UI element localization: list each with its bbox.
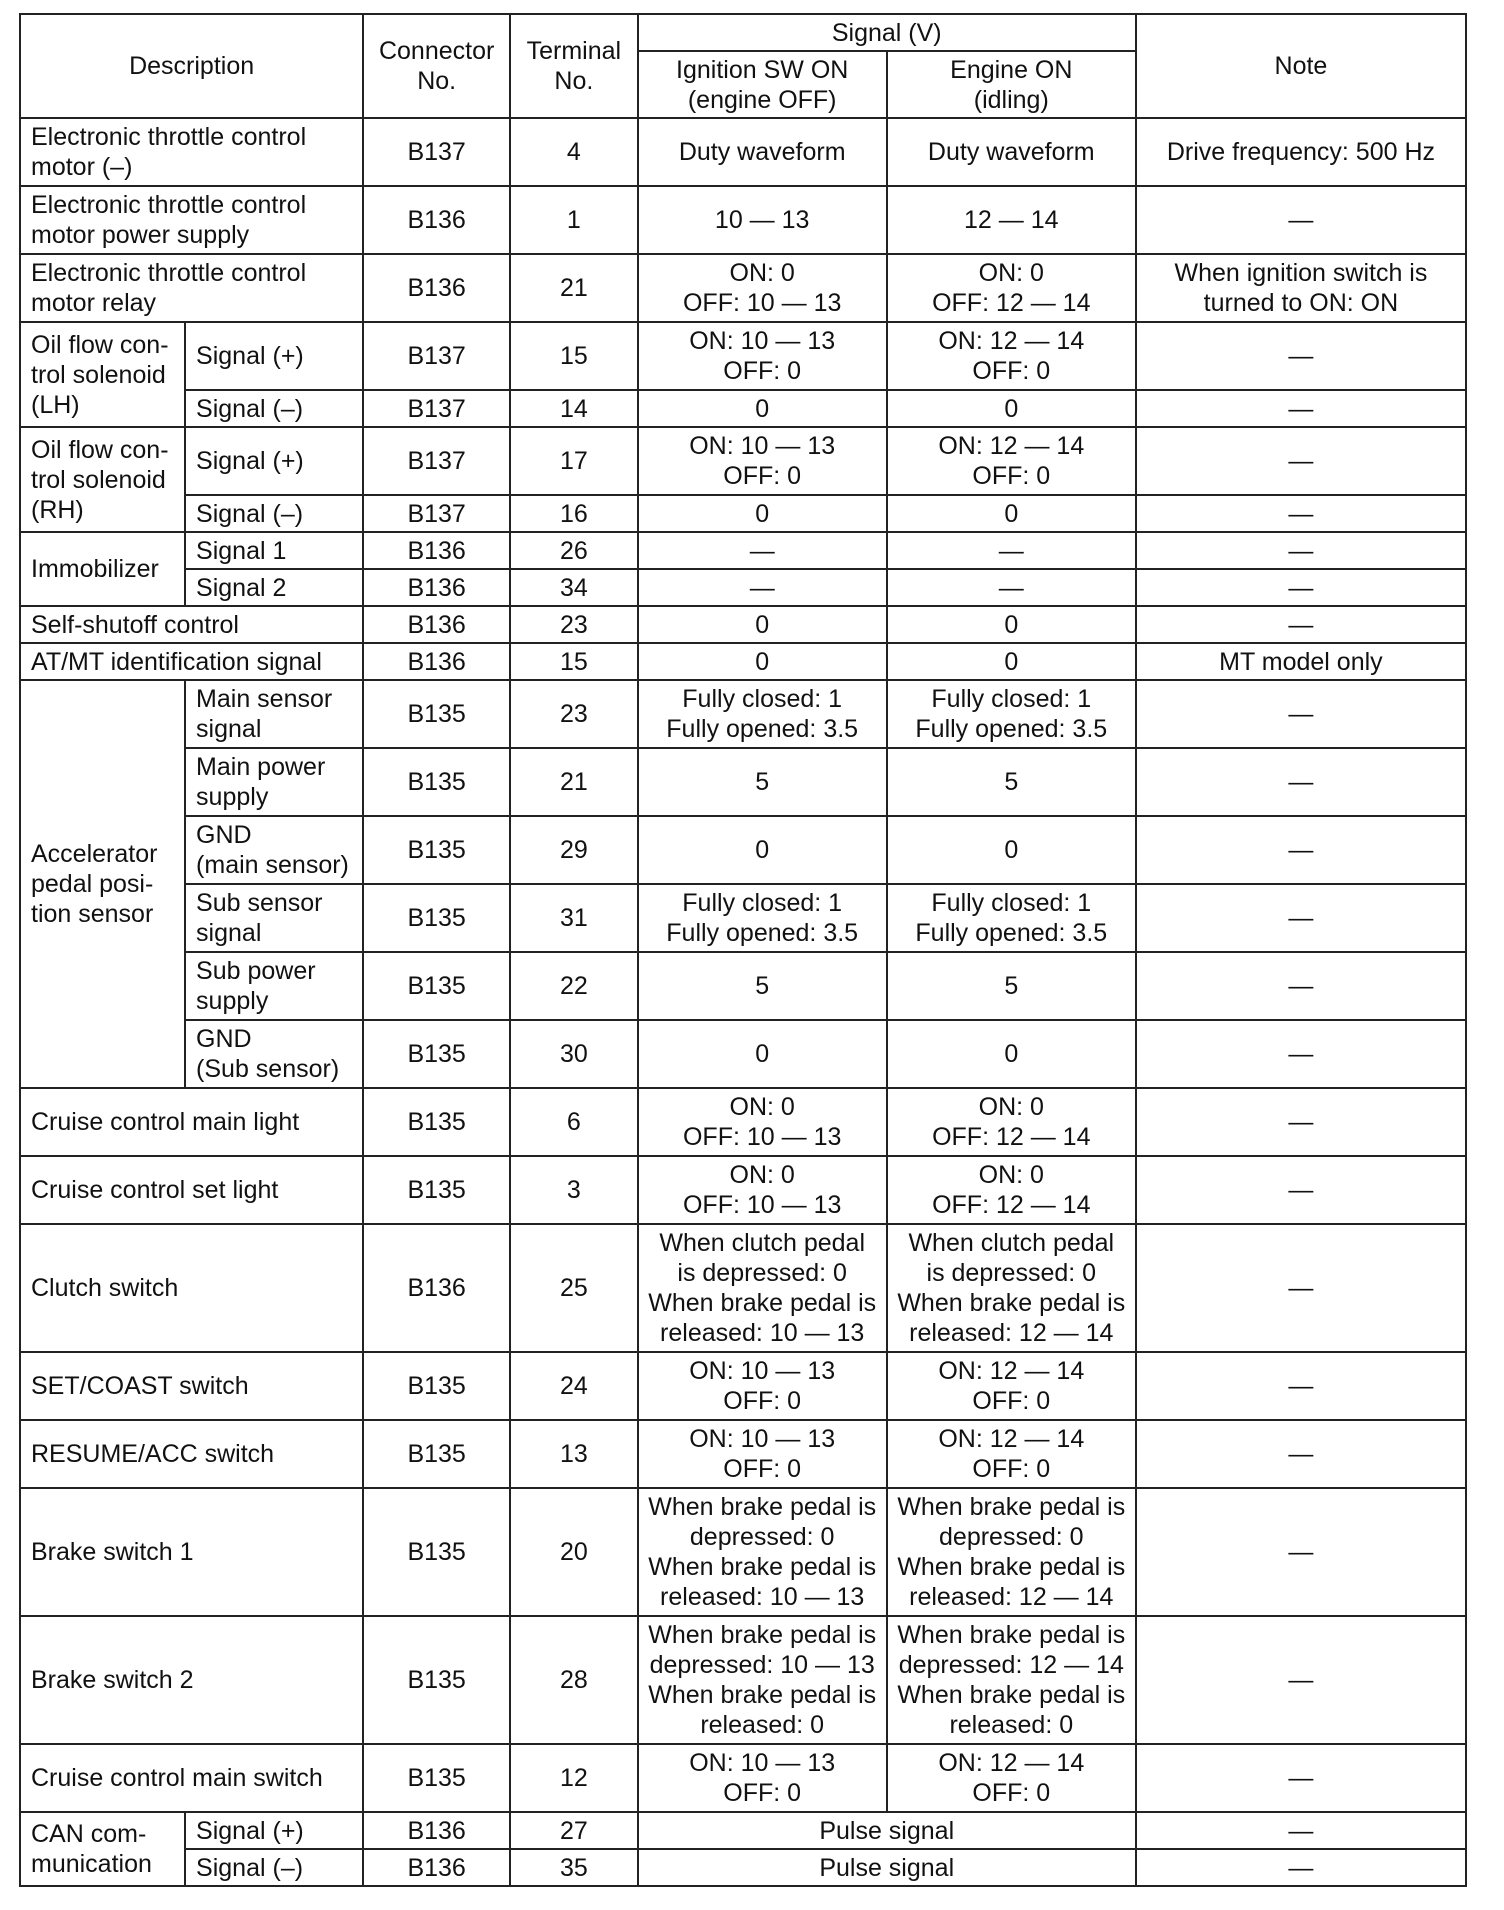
cell-terminal: 15 — [510, 643, 638, 680]
cell-eng: 0 — [887, 643, 1136, 680]
group-can: CAN com- munication — [20, 1812, 185, 1886]
cell-connector: B135 — [363, 952, 510, 1020]
cell-eng: ON: 12 — 14 OFF: 0 — [887, 1744, 1136, 1812]
cell-ign: ON: 10 — 13 OFF: 0 — [638, 1420, 887, 1488]
cell-connector: B136 — [363, 1812, 510, 1849]
table-row — [20, 643, 1466, 680]
cell-terminal: 28 — [510, 1616, 638, 1744]
cell-connector: B135 — [363, 1744, 510, 1812]
cell-description: Self-shutoff control — [20, 606, 363, 643]
cell-note: When ignition switch is turned to ON: ON — [1136, 254, 1466, 322]
table-row — [20, 532, 1466, 569]
table-row — [20, 322, 1466, 390]
cell-ign: 0 — [638, 816, 887, 884]
cell-note: — — [1136, 884, 1466, 952]
cell-terminal: 21 — [510, 254, 638, 322]
cell-connector: B135 — [363, 1616, 510, 1744]
cell-note: MT model only — [1136, 643, 1466, 680]
cell-description: Main sensor signal — [185, 680, 363, 748]
cell-terminal: 12 — [510, 1744, 638, 1812]
cell-eng: ON: 12 — 14 OFF: 0 — [887, 322, 1136, 390]
cell-eng: 0 — [887, 606, 1136, 643]
cell-terminal: 30 — [510, 1020, 638, 1088]
table-row — [20, 569, 1466, 606]
cell-ign: 5 — [638, 952, 887, 1020]
cell-note: — — [1136, 816, 1466, 884]
cell-note: — — [1136, 1420, 1466, 1488]
cell-ign: — — [638, 569, 887, 606]
cell-note: — — [1136, 390, 1466, 427]
cell-note: — — [1136, 1156, 1466, 1224]
table-row — [20, 390, 1466, 427]
cell-connector: B137 — [363, 427, 510, 495]
cell-description: Signal (–) — [185, 1849, 363, 1886]
cell-note: — — [1136, 680, 1466, 748]
cell-ign: 5 — [638, 748, 887, 816]
cell-terminal: 13 — [510, 1420, 638, 1488]
cell-ign: 10 — 13 — [638, 186, 887, 254]
cell-connector: B136 — [363, 186, 510, 254]
cell-eng: When brake pedal is depressed: 0 When brake pedal is released: 12 — 14 — [887, 1488, 1136, 1616]
cell-ign: When clutch pedal is depressed: 0 When brake pedal is released: 10 — 13 — [638, 1224, 887, 1352]
cell-description: Electronic throttle control motor relay — [20, 254, 363, 322]
cell-connector: B135 — [363, 680, 510, 748]
cell-ign: ON: 10 — 13 OFF: 0 — [638, 427, 887, 495]
cell-description: Sub sensor signal — [185, 884, 363, 952]
cell-note: — — [1136, 1020, 1466, 1088]
cell-terminal: 34 — [510, 569, 638, 606]
cell-note: — — [1136, 569, 1466, 606]
cell-eng: ON: 12 — 14 OFF: 0 — [887, 1352, 1136, 1420]
cell-description: Signal (+) — [185, 322, 363, 390]
cell-connector: B135 — [363, 1420, 510, 1488]
table-row — [20, 606, 1466, 643]
cell-description: SET/COAST switch — [20, 1352, 363, 1420]
cell-note: — — [1136, 322, 1466, 390]
cell-connector: B135 — [363, 1156, 510, 1224]
cell-note: — — [1136, 532, 1466, 569]
cell-eng: 5 — [887, 952, 1136, 1020]
cell-eng: Duty waveform — [887, 118, 1136, 186]
cell-connector: B136 — [363, 532, 510, 569]
group-oil-rh: Oil flow con- trol solenoid (RH) — [20, 427, 185, 532]
cell-description: Clutch switch — [20, 1224, 363, 1352]
cell-connector: B136 — [363, 254, 510, 322]
cell-ign: When brake pedal is depressed: 0 When brake pedal is released: 10 — 13 — [638, 1488, 887, 1616]
cell-connector: B135 — [363, 816, 510, 884]
cell-eng: 12 — 14 — [887, 186, 1136, 254]
cell-terminal: 3 — [510, 1156, 638, 1224]
group-oil-lh: Oil flow con- trol solenoid (LH) — [20, 322, 185, 427]
cell-description: Signal (–) — [185, 495, 363, 532]
cell-eng: ON: 12 — 14 OFF: 0 — [887, 1420, 1136, 1488]
cell-eng: 0 — [887, 390, 1136, 427]
cell-description: Cruise control main light — [20, 1088, 363, 1156]
cell-ign: ON: 0 OFF: 10 — 13 — [638, 254, 887, 322]
cell-note: — — [1136, 1088, 1466, 1156]
cell-ign: Fully closed: 1 Fully opened: 3.5 — [638, 680, 887, 748]
cell-ign: 0 — [638, 1020, 887, 1088]
table-row — [20, 1224, 1466, 1352]
cell-eng: ON: 0 OFF: 12 — 14 — [887, 1088, 1136, 1156]
cell-ign: ON: 10 — 13 OFF: 0 — [638, 1744, 887, 1812]
cell-description: Signal (+) — [185, 1812, 363, 1849]
cell-connector: B135 — [363, 884, 510, 952]
cell-eng: ON: 0 OFF: 12 — 14 — [887, 254, 1136, 322]
cell-ign: — — [638, 532, 887, 569]
cell-note: — — [1136, 748, 1466, 816]
table-row — [20, 1849, 1466, 1886]
cell-eng: 5 — [887, 748, 1136, 816]
table-row — [20, 495, 1466, 532]
cell-description: RESUME/ACC switch — [20, 1420, 363, 1488]
cell-ign: 0 — [638, 643, 887, 680]
cell-terminal: 23 — [510, 680, 638, 748]
cell-description: Sub power supply — [185, 952, 363, 1020]
cell-terminal: 16 — [510, 495, 638, 532]
cell-connector: B135 — [363, 748, 510, 816]
cell-terminal: 6 — [510, 1088, 638, 1156]
table-row — [20, 186, 1466, 254]
cell-description: Cruise control set light — [20, 1156, 363, 1224]
cell-terminal: 23 — [510, 606, 638, 643]
table-row — [20, 1616, 1466, 1744]
cell-connector: B135 — [363, 1352, 510, 1420]
cell-connector: B136 — [363, 1849, 510, 1886]
cell-signal: Pulse signal — [638, 1812, 1136, 1849]
cell-note: — — [1136, 186, 1466, 254]
table-row — [20, 884, 1466, 952]
table-row — [20, 748, 1466, 816]
cell-connector: B135 — [363, 1488, 510, 1616]
table-row — [20, 1352, 1466, 1420]
cell-connector: B137 — [363, 322, 510, 390]
cell-eng: ON: 0 OFF: 12 — 14 — [887, 1156, 1136, 1224]
cell-connector: B137 — [363, 495, 510, 532]
cell-description: Electronic throttle control motor (–) — [20, 118, 363, 186]
cell-terminal: 17 — [510, 427, 638, 495]
cell-terminal: 29 — [510, 816, 638, 884]
cell-ign: ON: 10 — 13 OFF: 0 — [638, 1352, 887, 1420]
cell-ign: 0 — [638, 495, 887, 532]
cell-ign: ON: 0 OFF: 10 — 13 — [638, 1156, 887, 1224]
cell-connector: B136 — [363, 1224, 510, 1352]
cell-eng: — — [887, 532, 1136, 569]
cell-connector: B137 — [363, 118, 510, 186]
cell-note: — — [1136, 1616, 1466, 1744]
cell-description: Signal 1 — [185, 532, 363, 569]
table-row — [20, 680, 1466, 748]
cell-ign: 0 — [638, 390, 887, 427]
group-accelerator: Accelerator pedal posi- tion sensor — [20, 680, 185, 1088]
table-row — [20, 1088, 1466, 1156]
cell-connector: B136 — [363, 606, 510, 643]
cell-description: Cruise control main switch — [20, 1744, 363, 1812]
cell-note: — — [1136, 1812, 1466, 1849]
table-row — [20, 1812, 1466, 1849]
cell-connector: B135 — [363, 1020, 510, 1088]
cell-description: Brake switch 2 — [20, 1616, 363, 1744]
cell-connector: B136 — [363, 569, 510, 606]
cell-ign: 0 — [638, 606, 887, 643]
header-engine-on: Engine ON (idling) — [887, 51, 1136, 118]
cell-eng: ON: 12 — 14 OFF: 0 — [887, 427, 1136, 495]
table-row — [20, 118, 1466, 186]
cell-description: GND (Sub sensor) — [185, 1020, 363, 1088]
table-row — [20, 427, 1466, 495]
cell-eng: Fully closed: 1 Fully opened: 3.5 — [887, 680, 1136, 748]
cell-note: — — [1136, 606, 1466, 643]
cell-note: — — [1136, 427, 1466, 495]
cell-ign: When brake pedal is depressed: 10 — 13 When brake pedal is released: 0 — [638, 1616, 887, 1744]
cell-note: — — [1136, 952, 1466, 1020]
table-row — [20, 1156, 1466, 1224]
cell-terminal: 27 — [510, 1812, 638, 1849]
cell-description: Signal (+) — [185, 427, 363, 495]
cell-terminal: 14 — [510, 390, 638, 427]
cell-terminal: 25 — [510, 1224, 638, 1352]
cell-terminal: 24 — [510, 1352, 638, 1420]
header-ign-on: Ignition SW ON (engine OFF) — [638, 51, 887, 118]
cell-note: — — [1136, 1744, 1466, 1812]
header-connector: Connector No. — [363, 14, 510, 118]
cell-terminal: 26 — [510, 532, 638, 569]
cell-eng: When brake pedal is depressed: 12 — 14 When brake pedal is released: 0 — [887, 1616, 1136, 1744]
header-description: Description — [20, 14, 363, 118]
cell-connector: B135 — [363, 1088, 510, 1156]
cell-description: GND (main sensor) — [185, 816, 363, 884]
cell-eng: 0 — [887, 816, 1136, 884]
cell-ign: Duty waveform — [638, 118, 887, 186]
cell-terminal: 21 — [510, 748, 638, 816]
cell-note: Drive frequency: 500 Hz — [1136, 118, 1466, 186]
cell-note: — — [1136, 1224, 1466, 1352]
cell-terminal: 35 — [510, 1849, 638, 1886]
signal-table — [19, 13, 1467, 1887]
cell-terminal: 31 — [510, 884, 638, 952]
cell-description: Electronic throttle control motor power supply — [20, 186, 363, 254]
cell-description: Main power supply — [185, 748, 363, 816]
header-signal: Signal (V) — [638, 14, 1136, 51]
cell-signal: Pulse signal — [638, 1849, 1136, 1886]
table-row — [20, 254, 1466, 322]
header-terminal: Terminal No. — [510, 14, 638, 118]
cell-ign: Fully closed: 1 Fully opened: 3.5 — [638, 884, 887, 952]
table-row — [20, 816, 1466, 884]
header-note: Note — [1136, 14, 1466, 118]
table-row — [20, 1744, 1466, 1812]
cell-description: AT/MT identification signal — [20, 643, 363, 680]
cell-terminal: 22 — [510, 952, 638, 1020]
cell-description: Signal 2 — [185, 569, 363, 606]
cell-note: — — [1136, 1352, 1466, 1420]
table-row — [20, 1488, 1466, 1616]
cell-terminal: 1 — [510, 186, 638, 254]
cell-eng: Fully closed: 1 Fully opened: 3.5 — [887, 884, 1136, 952]
table-row — [20, 952, 1466, 1020]
cell-eng: — — [887, 569, 1136, 606]
cell-terminal: 4 — [510, 118, 638, 186]
cell-description: Brake switch 1 — [20, 1488, 363, 1616]
table-row — [20, 1020, 1466, 1088]
group-immobilizer: Immobilizer — [20, 532, 185, 606]
cell-terminal: 20 — [510, 1488, 638, 1616]
cell-eng: When clutch pedal is depressed: 0 When brake pedal is released: 12 — 14 — [887, 1224, 1136, 1352]
cell-eng: 0 — [887, 495, 1136, 532]
cell-connector: B137 — [363, 390, 510, 427]
cell-ign: ON: 10 — 13 OFF: 0 — [638, 322, 887, 390]
cell-ign: ON: 0 OFF: 10 — 13 — [638, 1088, 887, 1156]
cell-description: Signal (–) — [185, 390, 363, 427]
cell-note: — — [1136, 495, 1466, 532]
cell-terminal: 15 — [510, 322, 638, 390]
cell-note: — — [1136, 1488, 1466, 1616]
cell-note: — — [1136, 1849, 1466, 1886]
cell-connector: B136 — [363, 643, 510, 680]
cell-eng: 0 — [887, 1020, 1136, 1088]
table-row — [20, 1420, 1466, 1488]
